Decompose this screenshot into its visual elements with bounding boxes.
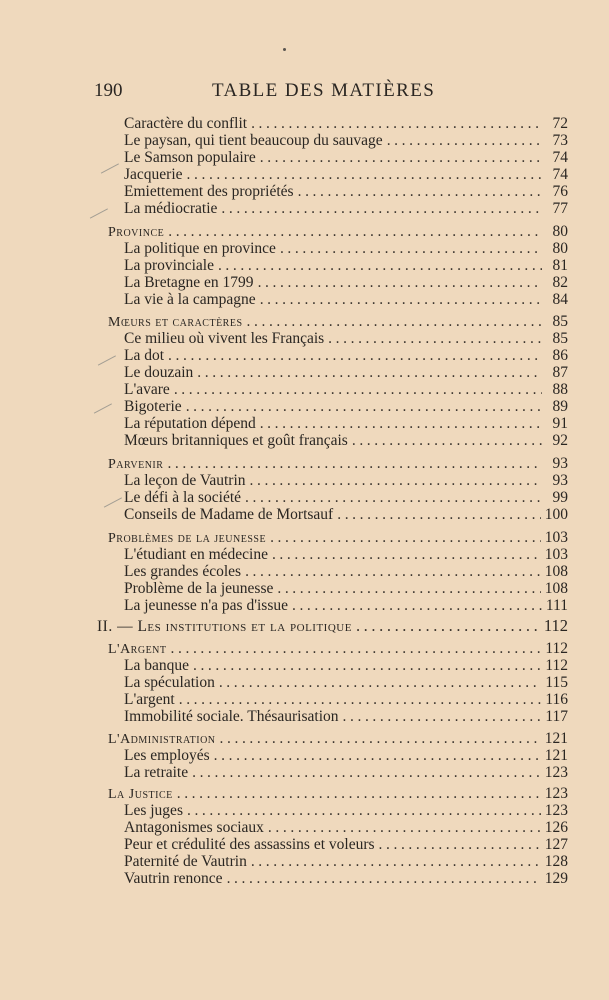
toc-entry-title: Les grandes écoles xyxy=(124,563,242,580)
toc-entry-title: La provinciale xyxy=(124,257,214,274)
toc-entry-page: 108 xyxy=(544,580,568,597)
dot-leader xyxy=(179,691,542,709)
toc-entry xyxy=(124,240,568,258)
page-number: 190 xyxy=(94,80,123,101)
toc-entry-page: 123 xyxy=(544,802,568,819)
toc-entry xyxy=(124,257,568,275)
toc-entry xyxy=(124,489,568,507)
dot-leader xyxy=(260,149,542,167)
page-header xyxy=(94,80,530,108)
pencil-mark xyxy=(98,355,116,366)
dot-leader xyxy=(186,398,542,416)
running-title: TABLE DES MATIÈRES xyxy=(212,80,436,101)
toc-entry-title: Mœurs et caractères xyxy=(108,315,243,330)
toc-entry-title: Jacquerie xyxy=(124,166,183,183)
toc-entry-page: 123 xyxy=(544,764,568,781)
toc-entry-page: 100 xyxy=(544,506,568,523)
toc-entry-title: Caractère du conflit xyxy=(124,115,248,132)
toc-entry xyxy=(124,347,568,365)
toc-entry-page: 121 xyxy=(544,747,568,764)
dot-leader xyxy=(193,657,541,675)
toc-entry xyxy=(124,657,568,675)
toc-entry-page: 80 xyxy=(552,223,568,240)
toc-entry-title: La dot xyxy=(124,347,165,364)
toc-entry xyxy=(124,708,568,726)
dot-leader xyxy=(292,597,542,615)
dot-leader xyxy=(177,785,541,803)
toc-entry xyxy=(124,674,568,692)
toc-entry xyxy=(124,691,568,709)
toc-entry xyxy=(124,330,568,348)
toc-entry-page: 74 xyxy=(552,149,568,166)
toc-entry xyxy=(124,563,568,581)
dot-leader xyxy=(260,291,542,309)
toc-entry-page: 84 xyxy=(552,291,568,308)
toc-entry-title: L'avare xyxy=(124,381,170,398)
toc-entry xyxy=(124,853,568,871)
pencil-mark xyxy=(104,497,122,508)
toc-entry-title: L'Administration xyxy=(108,732,216,747)
toc-entry-title: Immobilité sociale. Thésaurisation xyxy=(124,708,339,725)
toc-entry xyxy=(124,398,568,416)
toc-entry-title: L'étudiant en médecine xyxy=(124,546,268,563)
toc-entry-title: Ce milieu où vivent les Français xyxy=(124,330,325,347)
toc-entry xyxy=(124,472,568,490)
dot-leader xyxy=(272,546,541,564)
pencil-mark xyxy=(90,208,108,219)
toc-entry xyxy=(124,870,568,888)
toc-entry xyxy=(124,381,568,399)
toc-entry-page: 73 xyxy=(552,132,568,149)
toc-entry-page: 82 xyxy=(552,274,568,291)
toc-entry-page: 88 xyxy=(552,381,568,398)
dot-leader xyxy=(218,257,542,275)
dot-leader xyxy=(192,764,541,782)
toc-entry-page: 91 xyxy=(552,415,568,432)
toc-entry-page: 116 xyxy=(545,691,568,708)
toc-entry-page: 112 xyxy=(543,616,568,635)
toc-entry-title: Antagonismes sociaux xyxy=(124,819,264,836)
dot-leader xyxy=(352,432,542,450)
toc-entry-title: La spéculation xyxy=(124,674,215,691)
toc-entry-title: Problème de la jeunesse xyxy=(124,580,274,597)
dot-leader xyxy=(379,836,541,854)
dot-leader xyxy=(251,853,541,871)
dot-leader xyxy=(245,563,541,581)
toc-entry xyxy=(124,747,568,765)
toc-entry-title: Province xyxy=(108,225,165,240)
toc-entry xyxy=(124,166,568,184)
toc-entry-page: 86 xyxy=(552,347,568,364)
dot-leader xyxy=(277,580,540,598)
toc-entry-title: La politique en province xyxy=(124,240,276,257)
dot-leader xyxy=(247,313,542,331)
dot-leader xyxy=(245,489,542,507)
toc-entry-page: 127 xyxy=(544,836,568,853)
toc-entry-page: 80 xyxy=(552,240,568,257)
pencil-mark xyxy=(101,163,119,174)
toc-entry xyxy=(124,546,568,564)
toc-entry-title: Vautrin renonce xyxy=(124,870,223,887)
dot-leader xyxy=(250,472,542,490)
toc-entry-title: Les employés xyxy=(124,747,210,764)
ink-speck xyxy=(283,48,286,51)
dot-leader xyxy=(168,347,542,365)
toc-entry-page: 77 xyxy=(552,200,568,217)
toc-entry-page: 85 xyxy=(552,313,568,330)
toc-entry-page: 81 xyxy=(552,257,568,274)
dot-leader xyxy=(227,870,541,888)
toc-entry xyxy=(124,506,568,524)
dot-leader xyxy=(168,223,542,241)
toc-entry-title: Les juges xyxy=(124,802,183,819)
dot-leader xyxy=(356,617,540,635)
toc-entry xyxy=(124,364,568,382)
dot-leader xyxy=(167,455,542,473)
toc-entry-page: 103 xyxy=(544,529,568,546)
toc-entry-page: 99 xyxy=(552,489,568,506)
dot-leader xyxy=(343,708,542,726)
toc-entry-title: Mœurs britanniques et goût français xyxy=(124,432,348,449)
toc-entry-title: L'argent xyxy=(124,691,175,708)
dot-leader xyxy=(220,730,541,748)
toc-entry-page: 111 xyxy=(545,597,568,614)
toc-entry xyxy=(124,819,568,837)
dot-leader xyxy=(251,115,542,133)
dot-leader xyxy=(187,802,541,820)
toc-entry-page: 128 xyxy=(544,853,568,870)
toc-entry-page: 123 xyxy=(544,785,568,802)
toc-entry-title: La Bretagne en 1799 xyxy=(124,274,254,291)
dot-leader xyxy=(328,330,542,348)
toc-entry-page: 117 xyxy=(545,708,568,725)
dot-leader xyxy=(337,506,541,524)
toc-entry-page: 129 xyxy=(544,870,568,887)
toc-entry-title: La jeunesse n'a pas d'issue xyxy=(124,597,288,614)
dot-leader xyxy=(258,274,542,292)
dot-leader xyxy=(171,640,542,658)
toc-entry-page: 85 xyxy=(552,330,568,347)
toc-entry xyxy=(124,183,568,201)
toc-entry xyxy=(124,802,568,820)
dot-leader xyxy=(214,747,541,765)
toc-entry-title: La retraite xyxy=(124,764,189,781)
dot-leader xyxy=(219,674,541,692)
toc-entry-title: Le Samson populaire xyxy=(124,149,256,166)
toc-entry-page: 76 xyxy=(552,183,568,200)
toc-entry-title: La banque xyxy=(124,657,189,674)
toc-entry-title: Emiettement des propriétés xyxy=(124,183,294,200)
toc-entry xyxy=(124,291,568,309)
toc-entry-page: 89 xyxy=(552,398,568,415)
dot-leader xyxy=(298,183,542,201)
toc-entry xyxy=(124,597,568,615)
toc-entry-title: Conseils de Madame de Mortsauf xyxy=(124,506,334,523)
dot-leader xyxy=(174,381,542,399)
dot-leader xyxy=(280,240,542,258)
toc-entry-page: 103 xyxy=(544,546,568,563)
toc-entry-page: 112 xyxy=(545,640,568,657)
toc-part xyxy=(97,617,568,636)
dot-leader xyxy=(387,132,542,150)
toc-entry-title: Paternité de Vautrin xyxy=(124,853,247,870)
dot-leader xyxy=(187,166,542,184)
toc-entry-title: II. — Les institutions et la politique xyxy=(97,618,352,635)
toc-entry-page: 108 xyxy=(544,563,568,580)
toc-entry-title: La vie à la campagne xyxy=(124,291,256,308)
toc-entry-title: Peur et crédulité des assassins et voleurs xyxy=(124,836,375,853)
toc-entry-title: Le douzain xyxy=(124,364,194,381)
toc-entry xyxy=(124,836,568,854)
toc-entry-page: 121 xyxy=(544,730,568,747)
toc-entry-title: La réputation dépend xyxy=(124,415,256,432)
toc-entry-page: 93 xyxy=(552,472,568,489)
dot-leader xyxy=(268,819,541,837)
toc-entry-title: La leçon de Vautrin xyxy=(124,472,246,489)
toc-entry-page: 126 xyxy=(544,819,568,836)
toc-entry xyxy=(124,274,568,292)
pencil-mark xyxy=(94,403,112,414)
dot-leader xyxy=(260,415,542,433)
toc-entry-page: 72 xyxy=(552,115,568,132)
toc-entry-page: 93 xyxy=(552,455,568,472)
toc-entry xyxy=(124,432,568,450)
dot-leader xyxy=(270,529,541,547)
toc-entry-page: 115 xyxy=(545,674,568,691)
toc-entry-page: 87 xyxy=(552,364,568,381)
toc-entry-title: Problèmes de la jeunesse xyxy=(108,531,267,546)
toc-entry-title: Le défi à la société xyxy=(124,489,242,506)
toc-entry xyxy=(124,132,568,150)
toc-entry-page: 92 xyxy=(552,432,568,449)
toc-entry xyxy=(124,580,568,598)
toc-entry xyxy=(124,115,568,133)
toc-entry-title: Parvenir xyxy=(108,457,164,472)
toc-entry-title: La médiocratie xyxy=(124,200,218,217)
toc-entry-title: Bigoterie xyxy=(124,398,182,415)
toc-entry-title: L'Argent xyxy=(108,642,167,657)
dot-leader xyxy=(221,200,542,218)
dot-leader xyxy=(197,364,542,382)
toc-entry xyxy=(124,764,568,782)
toc-entry-page: 74 xyxy=(552,166,568,183)
toc-entry xyxy=(124,415,568,433)
toc-entry-page: 112 xyxy=(545,657,568,674)
toc-entry-title: Le paysan, qui tient beaucoup du sauvage xyxy=(124,132,383,149)
toc-entry xyxy=(124,200,568,218)
toc-entry-title: La Justice xyxy=(108,787,173,802)
toc-entry xyxy=(124,149,568,167)
